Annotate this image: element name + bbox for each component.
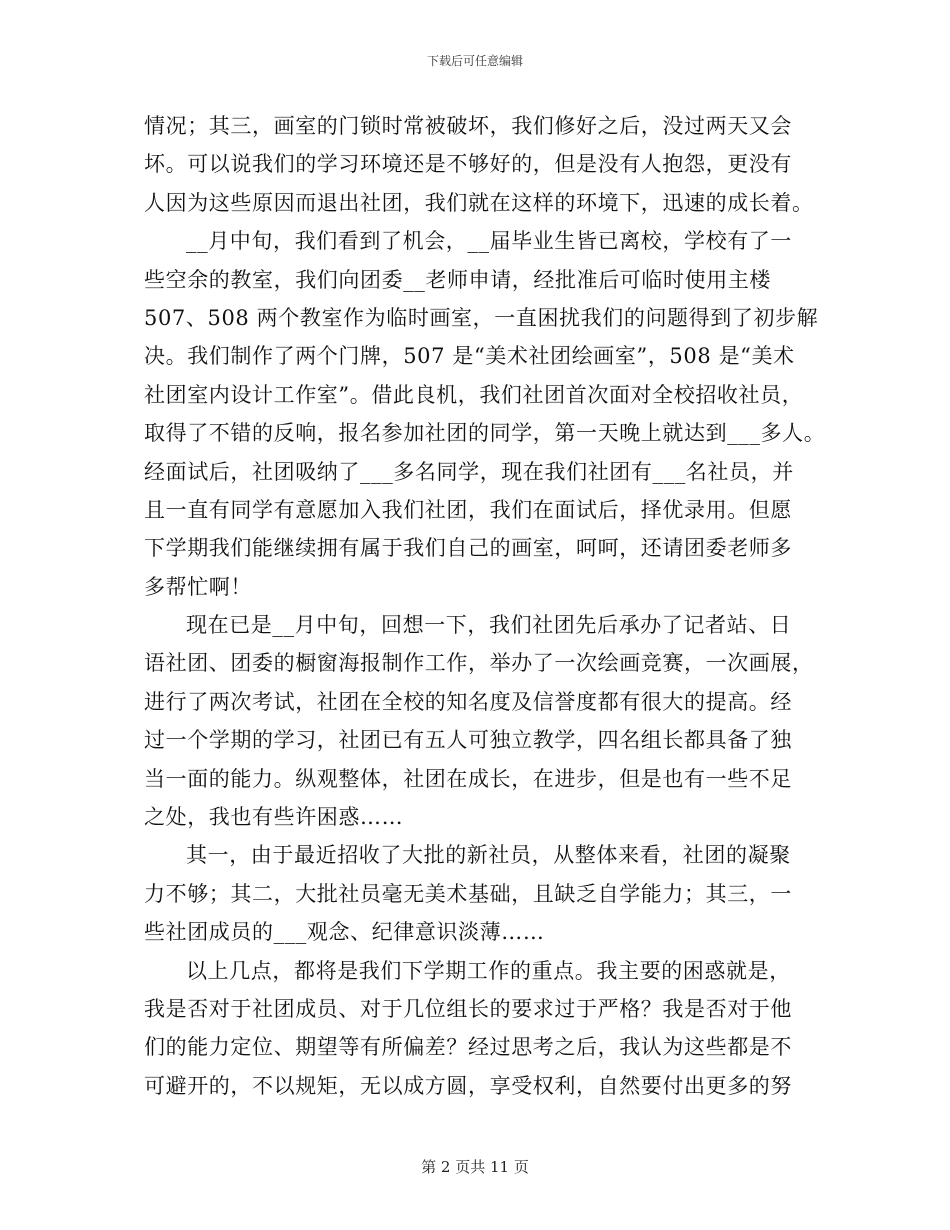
text-line: 决。我们制作了两个门牌，507 是“美术社团绘画室”，508 是“美术 <box>144 344 795 369</box>
text-line: __月中旬，我们看到了机会，__届毕业生皆已离校，学校有了一 <box>186 229 792 254</box>
text-line: 507、508 两个教室作为临时画室，一直困扰我们的问题得到了初步解 <box>144 305 819 330</box>
text-line: 进行了两次考试，社团在全校的知名度及信誉度都有很大的提高。经 <box>144 689 792 714</box>
text-line: 坏。可以说我们的学习环境还是不够好的，但是没有人抱怨，更没有 <box>144 152 792 177</box>
text-line: 取得了不错的反响，报名参加社团的同学，第一天晚上就达到___多人。 <box>144 421 826 446</box>
text-line: 可避开的，不以规矩，无以成方圆，享受权利，自然要付出更多的努 <box>144 1073 792 1098</box>
text-line: 力不够；其二，大批社员毫无美术基础，且缺乏自学能力；其三，一 <box>144 881 792 906</box>
text-line: 以上几点，都将是我们下学期工作的重点。我主要的困惑就是， <box>186 958 791 983</box>
text-line: 过一个学期的学习，社团已有五人可独立教学，四名组长都具备了独 <box>144 728 792 753</box>
text-line: 且一直有同学有意愿加入我们社团，我们在面试后，择优录用。但愿 <box>144 497 792 522</box>
text-line: 下学期我们能继续拥有属于我们自己的画室，呵呵，还请团委老师多 <box>144 536 792 561</box>
text-line: 情况；其三，画室的门锁时常被破坏，我们修好之后，没过两天又会 <box>144 114 792 138</box>
text-line: 我是否对于社团成员、对于几位组长的要求过于严格？我是否对于他 <box>144 996 792 1021</box>
text-line: 经面试后，社团吸纳了___多名同学，现在我们社团有___名社员，并 <box>144 459 794 484</box>
text-line: 当一面的能力。纵观整体，社团在成长，在进步，但是也有一些不足 <box>144 766 792 791</box>
text-line: 们的能力定位、期望等有所偏差？经过思考之后，我认为这些都是不 <box>144 1035 792 1060</box>
text-line: 社团室内设计工作室”。借此良机，我们社团首次面对全校招收社员， <box>144 382 804 407</box>
page-header: 下载后可任意编辑 <box>426 54 523 68</box>
text-line: 多帮忙啊！ <box>144 574 252 599</box>
text-line: 其一，由于最近招收了大批的新社员，从整体来看，社团的凝聚 <box>186 843 791 868</box>
text-line: 语社团、团委的橱窗海报制作工作，举办了一次绘画竞赛，一次画展， <box>144 651 814 676</box>
page-footer: 第 2 页共 11 页 <box>421 1158 529 1176</box>
text-line: 些空余的教室，我们向团委__老师申请，经批准后可临时使用主楼 <box>144 267 771 292</box>
text-line: 些社团成员的___观念、纪律意识淡薄…… <box>144 920 545 945</box>
text-line: 人因为这些原因而退出社团，我们就在这样的环境下，迅速的成长着。 <box>144 190 814 215</box>
text-line: 之处，我也有些许困惑…… <box>144 805 404 830</box>
text-line: 现在已是__月中旬，回想一下，我们社团先后承办了记者站、日 <box>186 613 792 638</box>
document-body <box>144 107 824 1105</box>
